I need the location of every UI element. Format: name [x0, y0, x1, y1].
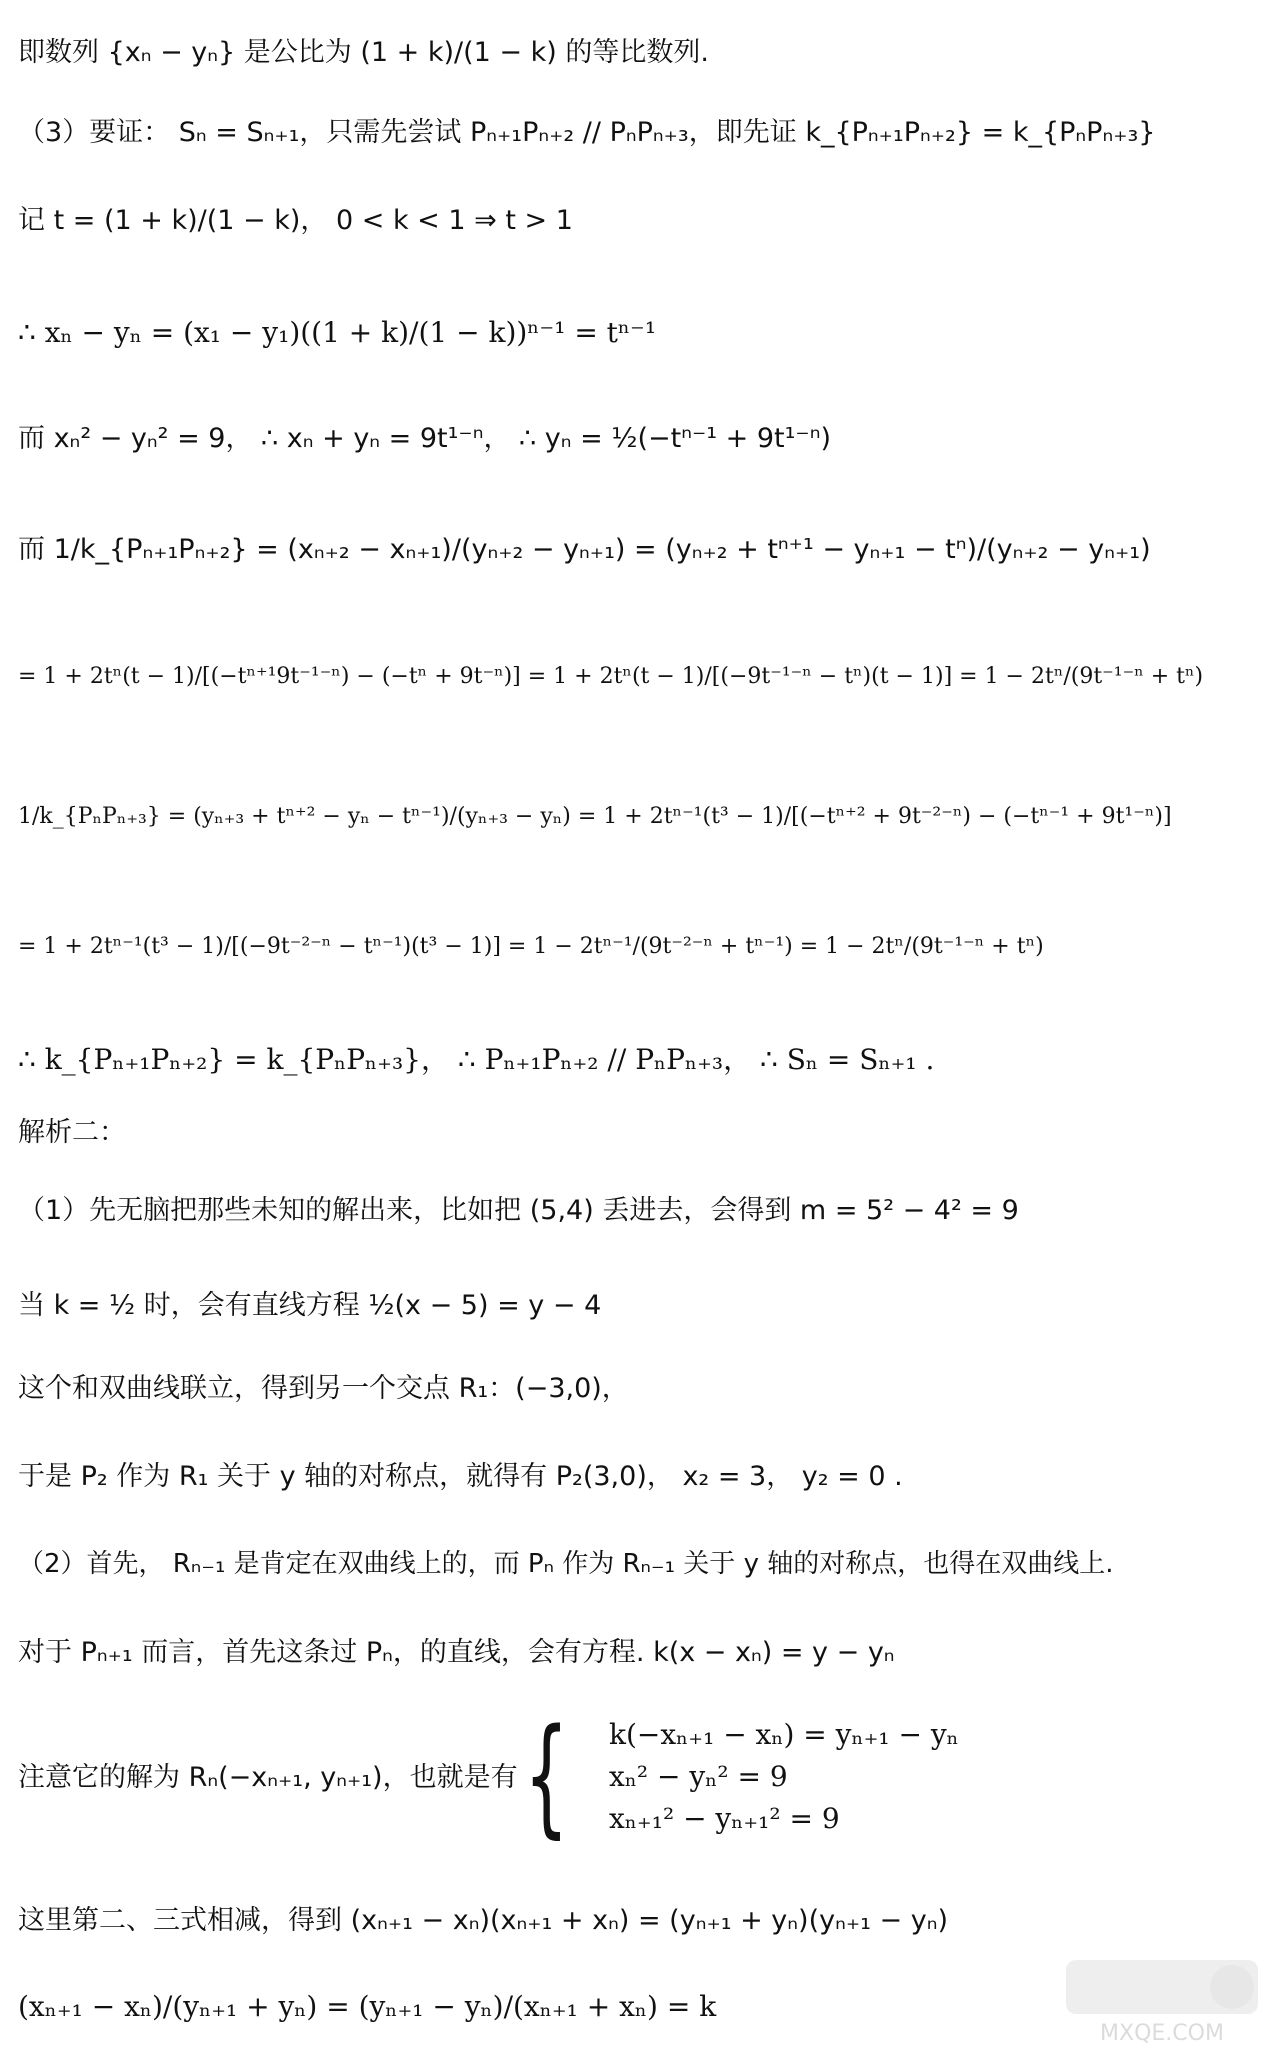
line-11 — [18, 1110, 1256, 1154]
line-02 — [18, 108, 1256, 156]
watermark-icon — [1062, 1954, 1262, 2046]
watermark-site-text: MXQE.COM — [1100, 2021, 1224, 2046]
line-18-text: 注意它的解为 Rₙ(−xₙ₊₁, yₙ₊₁)，也就是有 — [18, 1761, 518, 1793]
line-07 — [18, 632, 1256, 722]
line-09 — [18, 902, 1256, 992]
line-09-text: = 1 + 2tⁿ⁻¹(t³ − 1)/[(−9t⁻²⁻ⁿ − tⁿ⁻¹)(t³ − 1)] = 1 − 2tⁿ⁻¹/(9t⁻²⁻ⁿ + tⁿ⁻¹) = 1 − 2tⁿ/(9t⁻¹⁻ⁿ + tⁿ) — [18, 934, 1044, 959]
equation-1: k(−xₙ₊₁ − xₙ) = yₙ₊₁ − yₙ — [609, 1718, 959, 1751]
line-03-text: 记 t = (1 + k)/(1 − k)， 0 < k < 1 ⇒ t > 1 — [18, 204, 573, 236]
line-14-text: 这个和双曲线联立，得到另一个交点 R₁：(−3,0)， — [18, 1372, 629, 1404]
line-19 — [18, 1896, 1256, 1944]
equation-3: xₙ₊₁² − yₙ₊₁² = 9 — [609, 1802, 840, 1835]
line-01 — [18, 20, 1256, 84]
equation-system — [523, 1702, 959, 1852]
line-20-text: (xₙ₊₁ − xₙ)/(yₙ₊₁ + yₙ) = (yₙ₊₁ − yₙ)/(xₙ₊₁ + xₙ) = k — [18, 1990, 717, 2023]
line-04 — [18, 290, 1256, 376]
line-13 — [18, 1270, 1256, 1340]
line-14 — [18, 1366, 1256, 1410]
line-18 — [18, 1702, 1256, 1852]
line-15 — [18, 1452, 1256, 1500]
line-01-text: 即数列 {xₙ − yₙ} 是公比为 (1 + k)/(1 − k) 的等比数列. — [18, 36, 709, 68]
line-19-text: 这里第二、三式相减，得到 (xₙ₊₁ − xₙ)(xₙ₊₁ + xₙ) = (yₙ₊₁ + yₙ)(yₙ₊₁ − yₙ) — [18, 1904, 948, 1936]
equation-2: xₙ² − yₙ² = 9 — [609, 1760, 788, 1793]
line-08-text: 1/k_{PₙPₙ₊₃} = (yₙ₊₃ + tⁿ⁺² − yₙ − tⁿ⁻¹)/(yₙ₊₃ − yₙ) = 1 + 2tⁿ⁻¹(t³ − 1)/[(−tⁿ⁺² + 9t⁻²⁻ⁿ) − (−tⁿ⁻¹ + 9t¹⁻ⁿ)] — [18, 804, 1172, 829]
line-16 — [18, 1540, 1256, 1588]
line-02-text: （3）要证： Sₙ = Sₙ₊₁，只需先尝试 Pₙ₊₁Pₙ₊₂ // PₙPₙ₊₃，即先证 k_{Pₙ₊₁Pₙ₊₂} = k_{PₙPₙ₊₃} — [18, 116, 1156, 148]
line-12-text: （1）先无脑把那些未知的解出来，比如把 (5,4) 丢进去，会得到 m = 5² − 4² = 9 — [18, 1194, 1019, 1226]
line-05 — [18, 398, 1256, 478]
line-10-text: ∴ k_{Pₙ₊₁Pₙ₊₂} = k_{PₙPₙ₊₃}， ∴ Pₙ₊₁Pₙ₊₂ // PₙPₙ₊₃， ∴ Sₙ = Sₙ₊₁ . — [18, 1043, 935, 1076]
line-06 — [18, 506, 1256, 592]
left-brace: { — [523, 1702, 569, 1852]
line-10 — [18, 1036, 1256, 1084]
line-04-text: ∴ xₙ − yₙ = (x₁ − y₁)((1 + k)/(1 − k))ⁿ⁻¹ = tⁿ⁻¹ — [18, 316, 657, 349]
watermark-logo — [1062, 1954, 1262, 2046]
line-11-text: 解析二： — [18, 1116, 126, 1148]
line-16-text: （2）首先， Rₙ₋₁ 是肯定在双曲线上的，而 Pₙ 作为 Rₙ₋₁ 关于 y 轴的对称点，也得在双曲线上. — [18, 1549, 1114, 1579]
line-17-text: 对于 Pₙ₊₁ 而言，首先这条过 Pₙ，的直线，会有方程. k(x − xₙ) = y − yₙ — [18, 1636, 895, 1668]
line-12 — [18, 1186, 1256, 1234]
line-13-text: 当 k = ½ 时，会有直线方程 ½(x − 5) = y − 4 — [18, 1289, 602, 1321]
line-08 — [18, 772, 1256, 862]
line-06-text: 而 1/k_{Pₙ₊₁Pₙ₊₂} = (xₙ₊₂ − xₙ₊₁)/(yₙ₊₂ − yₙ₊₁) = (yₙ₊₂ + tⁿ⁺¹ − yₙ₊₁ − tⁿ)/(yₙ₊₂ − yₙ₊₁) — [18, 533, 1151, 565]
line-17 — [18, 1628, 1256, 1676]
line-15-text: 于是 P₂ 作为 R₁ 关于 y 轴的对称点，就得有 P₂(3,0)， x₂ = 3， y₂ = 0 . — [18, 1460, 903, 1492]
line-03 — [18, 184, 1256, 256]
line-05-text: 而 xₙ² − yₙ² = 9， ∴ xₙ + yₙ = 9t¹⁻ⁿ， ∴ yₙ = ½(−tⁿ⁻¹ + 9t¹⁻ⁿ) — [18, 422, 831, 454]
equation-system-rows — [609, 1719, 959, 1834]
line-07-text: = 1 + 2tⁿ(t − 1)/[(−tⁿ⁺¹9t⁻¹⁻ⁿ) − (−tⁿ + 9t⁻ⁿ)] = 1 + 2tⁿ(t − 1)/[(−9t⁻¹⁻ⁿ − tⁿ)(t − 1)] = 1 − 2tⁿ/(9t⁻¹⁻ⁿ + tⁿ) — [18, 664, 1204, 689]
